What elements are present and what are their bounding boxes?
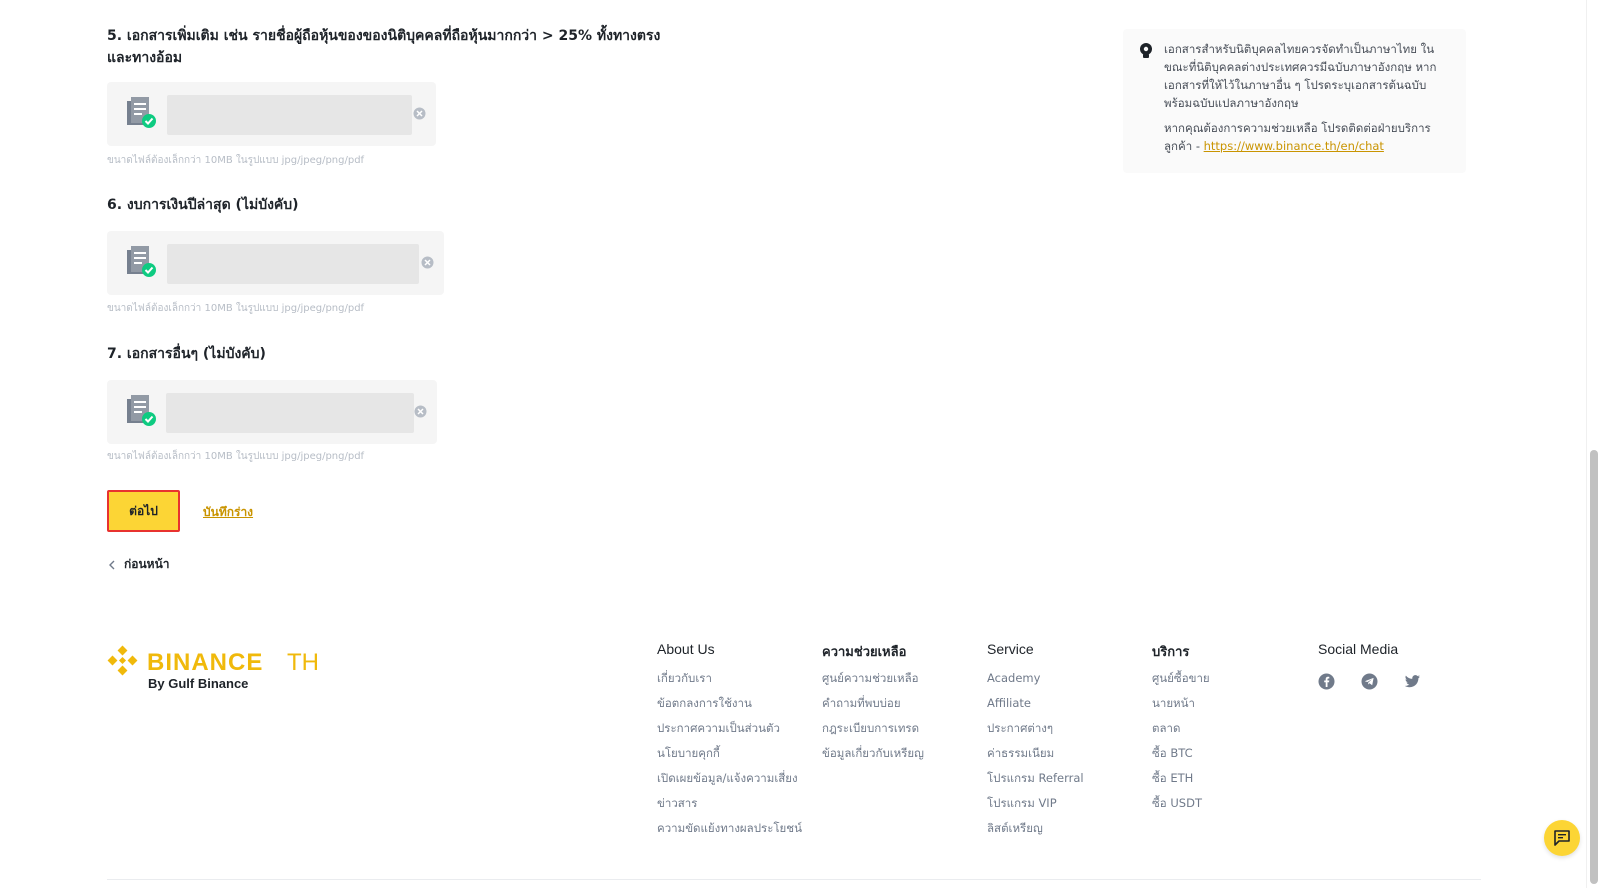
facebook-icon[interactable] — [1318, 673, 1335, 690]
footer-link[interactable]: โปรแกรม VIP — [987, 796, 1057, 810]
footer-link[interactable]: Academy — [987, 671, 1041, 685]
footer-link[interactable]: ซื้อ USDT — [1152, 796, 1202, 810]
footer-social-title: Social Media — [1318, 641, 1399, 657]
footer-help-title: ความช่วยเหลือ — [822, 645, 907, 660]
lightbulb-icon — [1138, 42, 1154, 60]
scrollbar-thumb[interactable] — [1590, 450, 1598, 884]
footer-service-title: Service — [987, 641, 1034, 657]
section-6-title: 6. งบการเงินปีล่าสุด (ไม่บังคับ) — [107, 197, 299, 213]
help-text — [1164, 119, 1454, 155]
document-icon — [125, 393, 157, 429]
info-panel — [1123, 29, 1466, 173]
footer-link[interactable]: นโยบายคุกกี้ — [657, 746, 720, 760]
remove-file-icon[interactable] — [413, 107, 426, 120]
footer-link[interactable]: ค่าธรรมเนียม — [987, 746, 1055, 760]
chat-icon — [1553, 829, 1571, 847]
footer-link[interactable]: ประกาศต่างๆ — [987, 721, 1054, 735]
footer-link[interactable]: ลิสต์เหรียญ — [987, 821, 1043, 835]
footer-link[interactable]: ข้อมูลเกี่ยวกับเหรียญ — [822, 746, 924, 760]
section-5-title-line2: และทางอ้อม — [107, 50, 183, 66]
footer-link[interactable]: นายหน้า — [1152, 696, 1195, 710]
section-5-title — [107, 25, 660, 69]
footer-link[interactable]: เกี่ยวกับเรา — [657, 671, 712, 685]
section-5-title-line1: 5. เอกสารเพิ่มเติม เช่น รายชื่อผู้ถือหุ้นของของนิติบุคคลที่ถือหุ้นมากกว่า > 25% ทั้งทางตรง — [107, 28, 661, 44]
remove-file-icon[interactable] — [421, 256, 434, 269]
footer-divider — [107, 879, 1481, 880]
info-text: เอกสารสำหรับนิติบุคคลไทยควรจัดทำเป็นภาษาไทย ในขณะที่นิติบุคคลต่างประเทศควรมีฉบับภาษาอังกฤษ หากเอกสารที่ให้ไว้ในภาษาอื่น ๆ โปรดระบุเอกสารต้นฉบับพร้อมฉบับแปลภาษาอังกฤษ — [1164, 42, 1437, 110]
twitter-icon[interactable] — [1404, 673, 1421, 690]
footer-link[interactable]: ประกาศความเป็นส่วนตัว — [657, 721, 780, 735]
document-icon — [125, 244, 157, 280]
footer-about-column — [657, 641, 802, 844]
support-chat-button[interactable] — [1544, 820, 1580, 856]
footer-link[interactable]: ซื้อ ETH — [1152, 771, 1194, 785]
footer-link[interactable]: เปิดเผยข้อมูล/แจ้งความเสี่ยง — [657, 771, 798, 785]
file-size-hint: ขนาดไฟล์ต้องเล็กกว่า 10MB ในรูปแบบ jpg/jpeg/png/pdf — [107, 451, 365, 462]
binance-th-logo[interactable] — [107, 645, 327, 695]
uploaded-file-bar — [167, 244, 419, 284]
uploaded-file-bar — [167, 95, 412, 135]
section-7-title: 7. เอกสารอื่นๆ (ไม่บังคับ) — [107, 346, 266, 362]
footer-help-column — [822, 641, 924, 769]
help-text-label: หากคุณต้องการความช่วยเหลือ โปรดติดต่อฝ่ายบริการลูกค้า - — [1164, 121, 1431, 153]
footer-link[interactable]: คำถามที่พบบ่อย — [822, 696, 901, 710]
back-label: ก่อนหน้า — [124, 557, 170, 571]
footer-link[interactable]: โปรแกรม Referral — [987, 771, 1084, 785]
footer-service-column — [987, 641, 1084, 844]
chevron-left-icon — [108, 560, 116, 570]
logo-brand: BINANCE — [147, 649, 264, 676]
save-draft-link[interactable]: บันทึกร่าง — [203, 505, 254, 519]
footer-about-title: About Us — [657, 641, 715, 657]
back-link[interactable] — [108, 555, 170, 574]
footer-social-column — [1318, 641, 1421, 690]
footer-link[interactable]: ตลาด — [1152, 721, 1181, 735]
footer-link[interactable]: ศูนย์ซื้อขาย — [1152, 671, 1210, 685]
telegram-icon[interactable] — [1361, 673, 1378, 690]
uploaded-file-bar — [166, 393, 414, 433]
upload-box-7[interactable] — [107, 380, 437, 444]
footer-products-title: บริการ — [1152, 645, 1190, 660]
footer-link[interactable]: กฎระเบียบการเทรด — [822, 721, 920, 735]
file-size-hint: ขนาดไฟล์ต้องเล็กกว่า 10MB ในรูปแบบ jpg/jpeg/png/pdf — [107, 303, 365, 314]
footer-link[interactable]: ศูนย์ความช่วยเหลือ — [822, 671, 919, 685]
footer-link[interactable]: ข่าวสาร — [657, 796, 698, 810]
file-size-hint: ขนาดไฟล์ต้องเล็กกว่า 10MB ในรูปแบบ jpg/jpeg/png/pdf — [107, 155, 365, 166]
upload-box-6[interactable] — [107, 231, 444, 295]
logo-suffix: TH — [287, 649, 319, 676]
footer-products-column — [1152, 641, 1210, 819]
remove-file-icon[interactable] — [414, 405, 427, 418]
logo-tagline: By Gulf Binance — [148, 676, 249, 691]
footer-link[interactable]: Affiliate — [987, 696, 1032, 710]
footer-link[interactable]: ซื้อ BTC — [1152, 746, 1193, 760]
support-chat-link[interactable]: https://www.binance.th/en/chat — [1203, 139, 1384, 153]
footer-link[interactable]: ข้อตกลงการใช้งาน — [657, 696, 752, 710]
upload-box-5[interactable] — [107, 82, 436, 146]
footer-link[interactable]: ความขัดแย้งทางผลประโยชน์ — [657, 821, 802, 835]
next-button[interactable]: ต่อไป — [107, 490, 180, 532]
document-icon — [125, 95, 157, 131]
